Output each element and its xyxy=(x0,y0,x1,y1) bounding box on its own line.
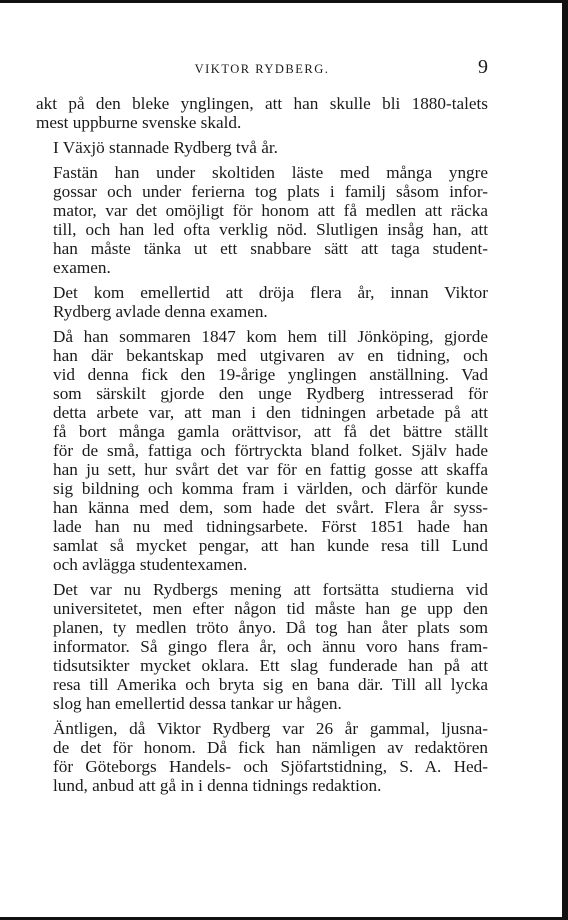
text-line: samlat så mycket pengar, att han kunde resa till Lund xyxy=(53,536,488,555)
text-line: gossar och under ferierna tog plats i familj såsom infor- xyxy=(53,182,488,201)
text-line: Äntligen, då Viktor Rydberg var 26 år gammal, ljusna- xyxy=(53,719,488,738)
running-head: VIKTOR RYDBERG. xyxy=(194,62,330,76)
page-header xyxy=(36,56,488,86)
text-line: för Göteborgs Handels- och Sjöfartstidning, S. A. Hed- xyxy=(53,757,488,776)
text-line: mator, var det omöjligt för honom att få medlen att räcka xyxy=(53,201,488,220)
page-number: 9 xyxy=(478,56,488,78)
text-line: och avlägga studentexamen. xyxy=(53,555,248,574)
text-line: Då han sommaren 1847 kom hem till Jönköping, gjorde xyxy=(53,327,488,346)
text-line: Det kom emellertid att dröja flera år, innan Viktor xyxy=(53,283,488,302)
text-line: till, och han led ofta verklig nöd. Slutligen insåg han, att xyxy=(53,220,488,239)
text-line: slog han emellertid dessa tankar ur hågen. xyxy=(53,694,342,713)
paragraph xyxy=(36,580,488,713)
text-line: informator. Så gingo flera år, och ännu voro hans fram- xyxy=(53,637,488,656)
paragraph xyxy=(36,94,488,132)
text-line: universitetet, men efter någon tid måste han ge upp den xyxy=(53,599,488,618)
text-line: han känna med dem, som hade det svårt. Flera år syss- xyxy=(53,498,488,517)
text-line: sig bildning och komma fram i världen, och därför kunde xyxy=(53,479,488,498)
text-line: akt på den bleke ynglingen, att han skulle bli 1880-talets xyxy=(36,94,488,113)
text-line: för de små, fattiga och förtryckta bland folket. Själv hade xyxy=(53,441,488,460)
scan-border-top xyxy=(0,0,568,3)
text-line: detta arbete var, att man i den tidningen arbetade på att xyxy=(53,403,488,422)
paragraph xyxy=(36,283,488,321)
text-line: I Växjö stannade Rydberg två år. xyxy=(53,138,278,157)
text-line: som särskilt gjorde den unge Rydberg intresserad för xyxy=(53,384,488,403)
text-line: vid denna fick den 19-årige ynglingen anställning. Vad xyxy=(53,365,488,384)
text-line: tidsutsikter mycket oklara. Ett slag funderade han på att xyxy=(53,656,488,675)
text-line: lade han nu med tidningsarbete. Först 1851 hade han xyxy=(53,517,488,536)
text-line: han måste tänka ut ett snabbare sätt att taga student- xyxy=(53,239,488,258)
paragraph xyxy=(36,719,488,795)
paragraph xyxy=(36,163,488,277)
text-line: han ju sett, hur svårt det var för en fattig gosse att skaffa xyxy=(53,460,488,479)
text-line: planen, ty medlen tröto ånyo. Då tog han åter plats som xyxy=(53,618,488,637)
text-line: lund, anbud att gå in i denna tidnings redaktion. xyxy=(53,776,382,795)
scan-border-right xyxy=(562,0,568,920)
text-line: han där bekantskap med utgivaren av en tidning, och xyxy=(53,346,488,365)
text-line: examen. xyxy=(53,258,111,277)
text-line: Rydberg avlade denna examen. xyxy=(53,302,268,321)
paragraph xyxy=(36,138,488,157)
text-line: Det var nu Rydbergs mening att fortsätta studierna vid xyxy=(53,580,488,599)
paragraph xyxy=(36,327,488,574)
text-line: de det för honom. Då fick han nämligen av redaktören xyxy=(53,738,488,757)
body-text xyxy=(36,94,488,801)
text-line: mest uppburne svenske skald. xyxy=(36,113,242,132)
text-line: få bort många gamla orättvisor, att få det bättre ställt xyxy=(53,422,488,441)
text-line: resa till Amerika och bryta sig en bana där. Till all lycka xyxy=(53,675,488,694)
text-line: Fastän han under skoltiden läste med många yngre xyxy=(53,163,488,182)
